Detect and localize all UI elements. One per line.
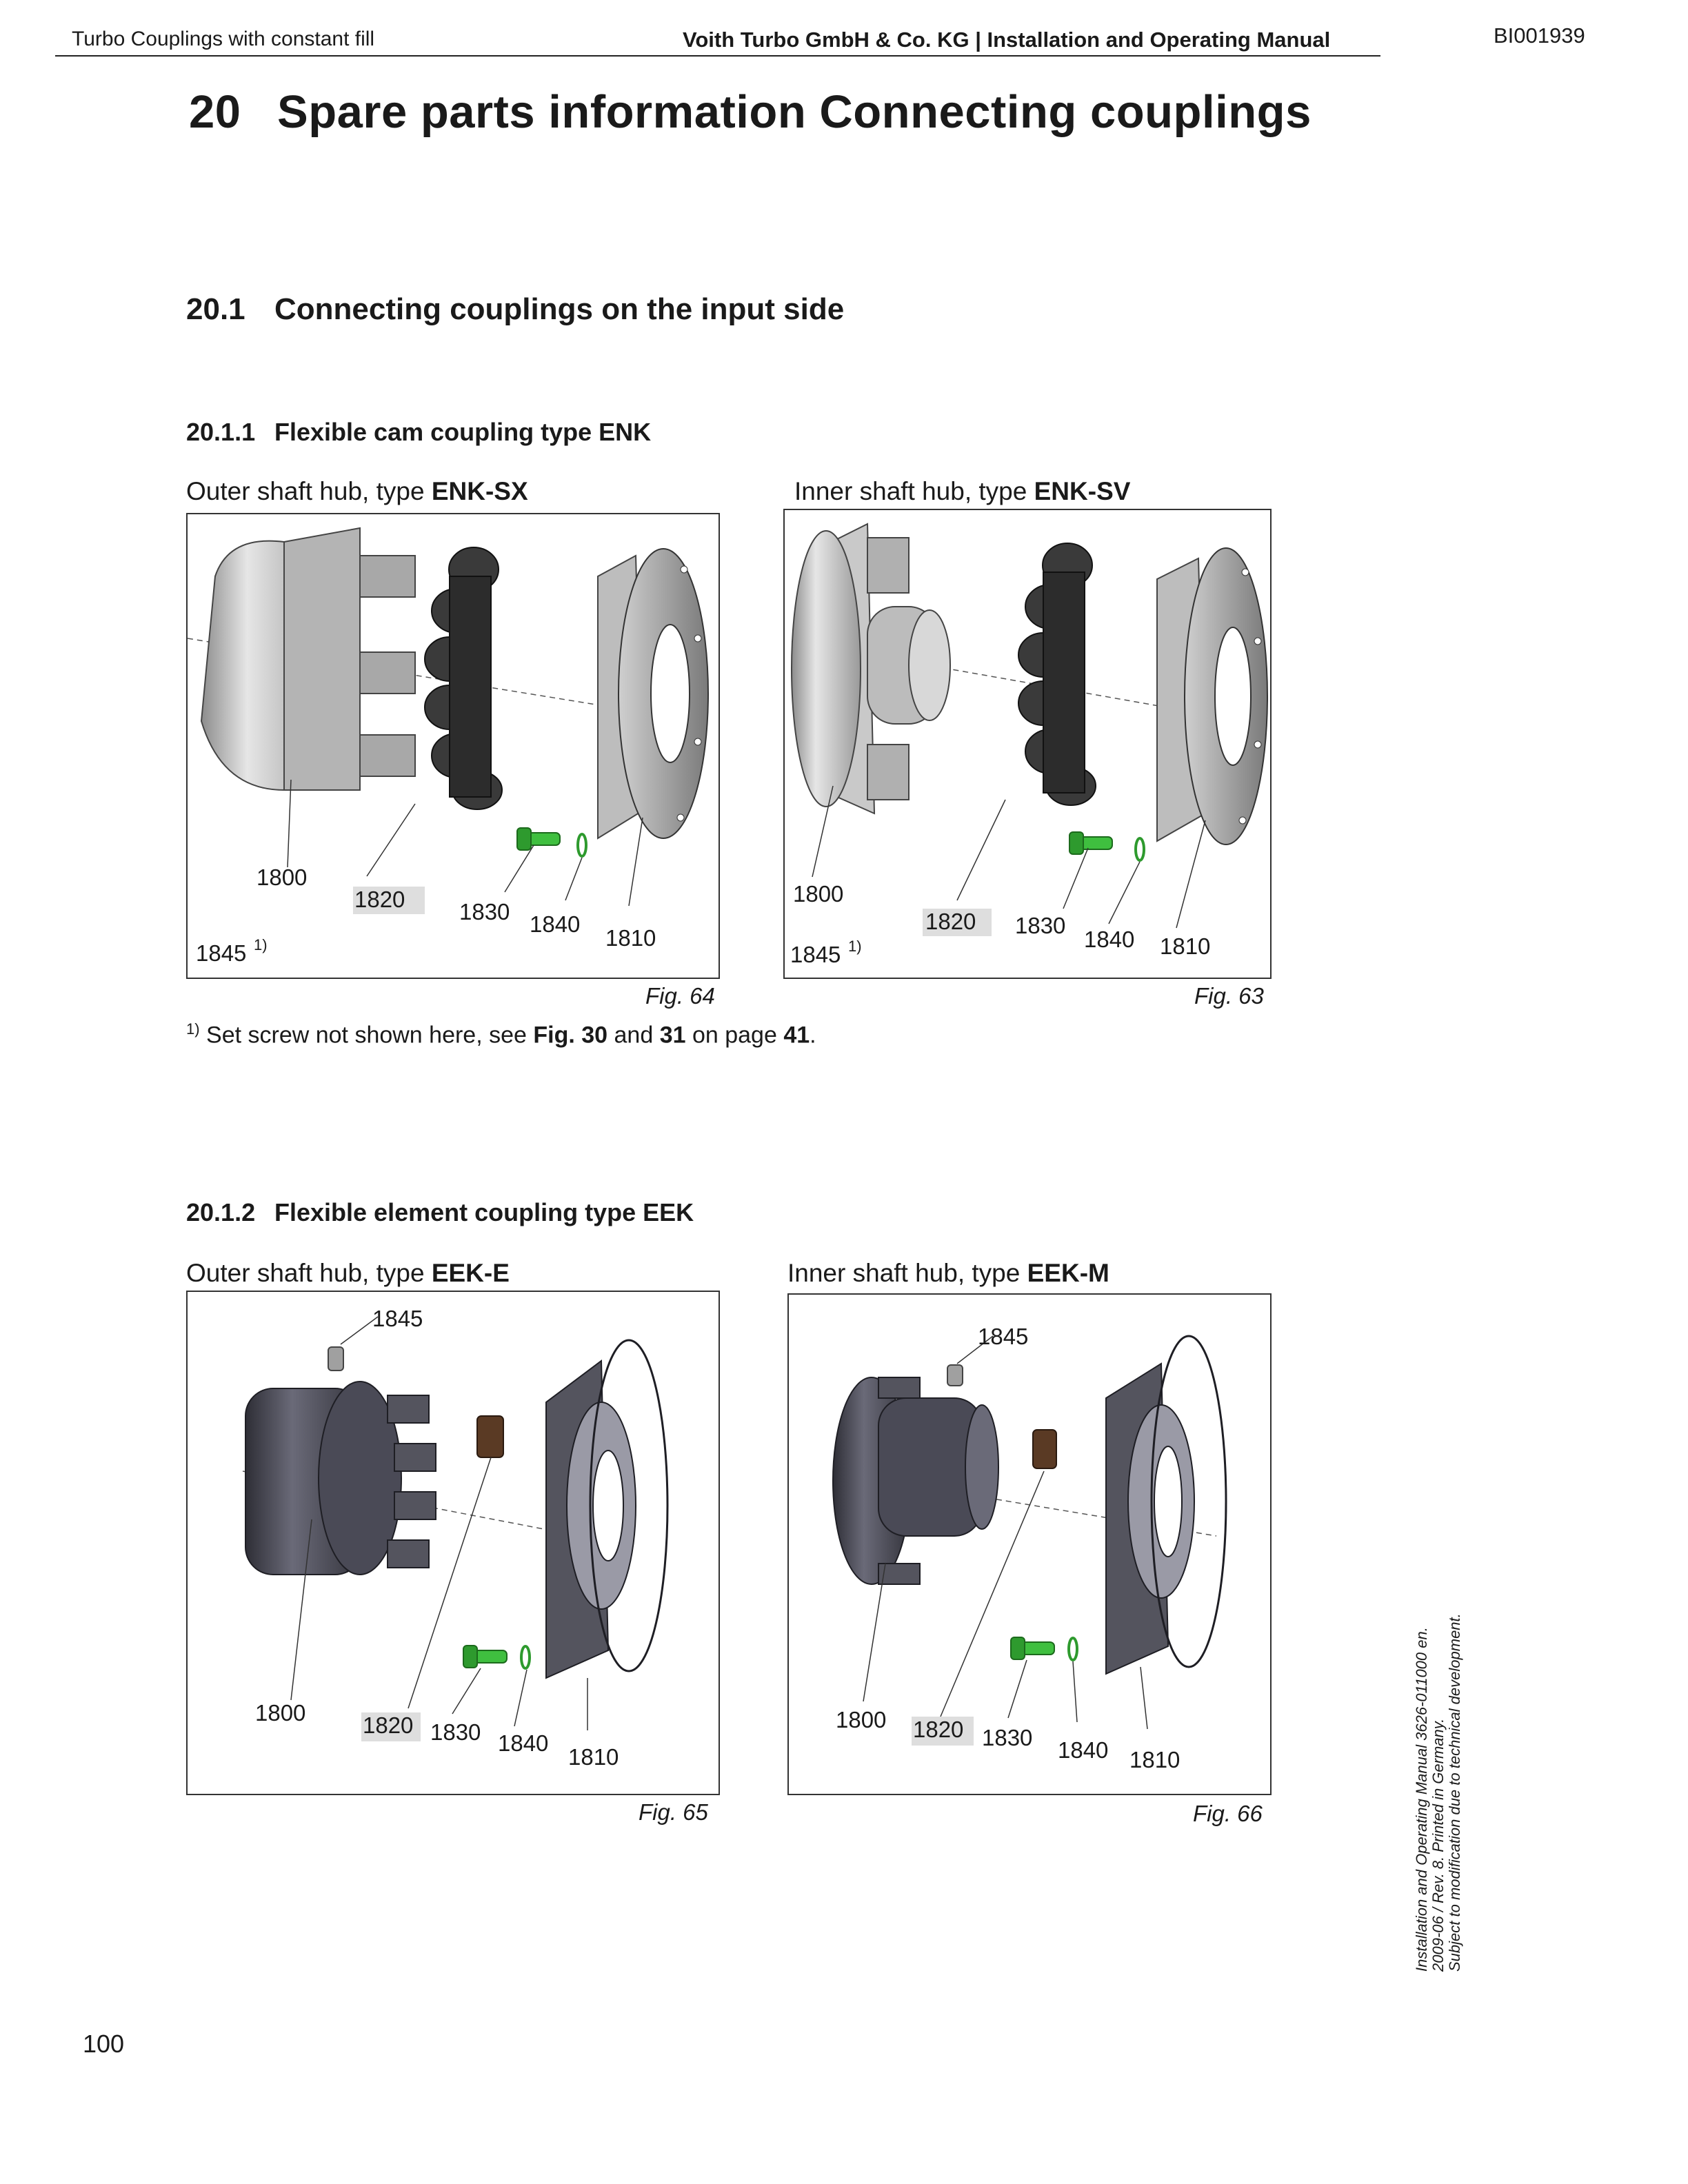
figure-63-enk-sv xyxy=(783,509,1272,979)
caption-type: ENK-SV xyxy=(1034,477,1131,505)
callout-1840: 1840 xyxy=(530,911,581,937)
washer-1840-shape xyxy=(578,834,586,856)
figure-caption-enk-sv xyxy=(794,477,1130,506)
screw-1830-shape xyxy=(1069,832,1112,854)
footnote-marker: 1) xyxy=(186,1020,200,1038)
footnote xyxy=(186,1020,816,1049)
exploded-view-drawing xyxy=(785,510,1270,978)
washer-1840-shape xyxy=(1069,1638,1077,1660)
callout-1810: 1810 xyxy=(1160,933,1211,959)
section-title: Connecting couplings on the input side xyxy=(274,292,845,326)
callout-1845: 1845 xyxy=(372,1306,423,1331)
figure-64-enk-sx xyxy=(186,513,720,979)
callout-1830: 1830 xyxy=(430,1719,481,1745)
callout-1800: 1800 xyxy=(257,865,308,890)
callout-1840: 1840 xyxy=(498,1730,549,1756)
screw-1830-shape xyxy=(1011,1637,1054,1659)
side-note-line: 2009-06 / Rev. 8. Printed in Germany. xyxy=(1429,1718,1447,1972)
callout-footnote-marker: 1) xyxy=(848,938,862,955)
set-screw-1845-shape xyxy=(328,1347,343,1371)
header-document-title: Turbo Couplings with constant fill xyxy=(72,28,375,50)
cam-element-1820-shape xyxy=(425,547,502,809)
caption-prefix: Inner shaft hub, type xyxy=(794,477,1034,505)
screw-1830-shape xyxy=(463,1646,507,1668)
hub-1800-shape xyxy=(792,524,950,813)
figure-label-64: Fig. 64 xyxy=(645,983,715,1009)
chapter-heading xyxy=(189,85,1312,139)
footnote-figure-ref: Fig. 30 xyxy=(533,1022,608,1049)
callout-1845: 1845 xyxy=(196,940,247,966)
section-number: 20.1 xyxy=(186,292,245,326)
flexible-element-1820-shape xyxy=(1033,1430,1056,1468)
header-document-code: BI001939 xyxy=(1494,23,1585,48)
subsection-title: Flexible element coupling type EEK xyxy=(274,1198,694,1226)
callout-1830: 1830 xyxy=(1015,913,1066,938)
footnote-text: and xyxy=(607,1022,660,1049)
callout-1830: 1830 xyxy=(982,1725,1033,1750)
footnote-page-ref: 41 xyxy=(783,1022,810,1049)
figure-label-65: Fig. 65 xyxy=(639,1799,708,1825)
header-publisher: Voith Turbo GmbH & Co. KG | Installation and Operating Manual xyxy=(683,28,1331,52)
callout-1830: 1830 xyxy=(459,899,510,924)
subsection-number: 20.1.2 xyxy=(186,1198,256,1226)
chapter-number: 20 xyxy=(189,86,241,138)
chapter-title: Spare parts information Connecting couplings xyxy=(277,86,1312,138)
flexible-element-1820-shape xyxy=(477,1416,503,1457)
figure-65-eek-e xyxy=(186,1291,720,1795)
flange-1810-shape xyxy=(1157,548,1267,845)
figure-caption-eek-m xyxy=(787,1259,1109,1288)
caption-type: EEK-M xyxy=(1027,1259,1109,1287)
hub-1800-shape xyxy=(201,528,415,790)
callout-1810: 1810 xyxy=(1129,1747,1180,1772)
callout-footnote-marker: 1) xyxy=(254,936,268,953)
hub-1800-shape xyxy=(833,1377,998,1584)
exploded-view-drawing xyxy=(789,1295,1270,1794)
caption-prefix: Outer shaft hub, type xyxy=(186,477,432,505)
washer-1840-shape xyxy=(521,1646,530,1668)
exploded-view-drawing xyxy=(188,514,719,978)
subsection-number: 20.1.1 xyxy=(186,418,256,446)
callout-1840: 1840 xyxy=(1058,1737,1109,1763)
caption-prefix: Inner shaft hub, type xyxy=(787,1259,1027,1287)
callout-1800: 1800 xyxy=(793,881,844,907)
callout-1810: 1810 xyxy=(568,1744,619,1770)
flange-1810-shape xyxy=(598,549,708,838)
set-screw-1845-shape xyxy=(947,1365,963,1386)
callout-1845: 1845 xyxy=(978,1324,1029,1349)
callout-1820: 1820 xyxy=(354,887,405,912)
callout-1810: 1810 xyxy=(605,925,656,951)
figure-caption-eek-e xyxy=(186,1259,510,1288)
screw-1830-shape xyxy=(517,828,560,850)
hub-1800-shape xyxy=(245,1382,436,1575)
caption-type: EEK-E xyxy=(431,1259,510,1287)
footnote-figure-ref: 31 xyxy=(659,1022,686,1049)
callout-1820: 1820 xyxy=(913,1717,964,1742)
subsection-heading-eek xyxy=(186,1198,694,1227)
caption-type: ENK-SX xyxy=(431,477,528,505)
header-rule xyxy=(55,55,1380,57)
callout-1800: 1800 xyxy=(836,1707,887,1732)
exploded-view-drawing xyxy=(188,1292,719,1794)
caption-prefix: Outer shaft hub, type xyxy=(186,1259,432,1287)
callout-1845: 1845 xyxy=(790,942,841,967)
cam-element-1820-shape xyxy=(1018,543,1096,805)
callout-1800: 1800 xyxy=(255,1700,306,1726)
callout-1840: 1840 xyxy=(1084,927,1135,952)
side-note-line: Installation and Operating Manual 3626-011000 en. xyxy=(1413,1627,1430,1972)
washer-1840-shape xyxy=(1136,838,1144,860)
side-note-line: Subject to modification due to technical development. xyxy=(1446,1613,1463,1972)
figure-label-63: Fig. 63 xyxy=(1194,983,1264,1009)
figure-label-66: Fig. 66 xyxy=(1193,1801,1263,1826)
section-heading xyxy=(186,292,844,327)
flange-1810-shape xyxy=(546,1340,667,1678)
callout-1820: 1820 xyxy=(363,1712,414,1738)
subsection-title: Flexible cam coupling type ENK xyxy=(274,418,652,446)
figure-66-eek-m xyxy=(787,1293,1272,1795)
figure-caption-enk-sx xyxy=(186,477,528,506)
side-note xyxy=(1414,1613,1463,1972)
footnote-text: on page xyxy=(685,1022,784,1049)
flange-1810-shape xyxy=(1106,1336,1226,1674)
callout-1820: 1820 xyxy=(925,909,976,934)
subsection-heading-enk xyxy=(186,418,651,447)
footnote-text: . xyxy=(810,1022,816,1049)
footnote-text: Set screw not shown here, see xyxy=(206,1022,534,1049)
page-number: 100 xyxy=(83,2030,125,2058)
